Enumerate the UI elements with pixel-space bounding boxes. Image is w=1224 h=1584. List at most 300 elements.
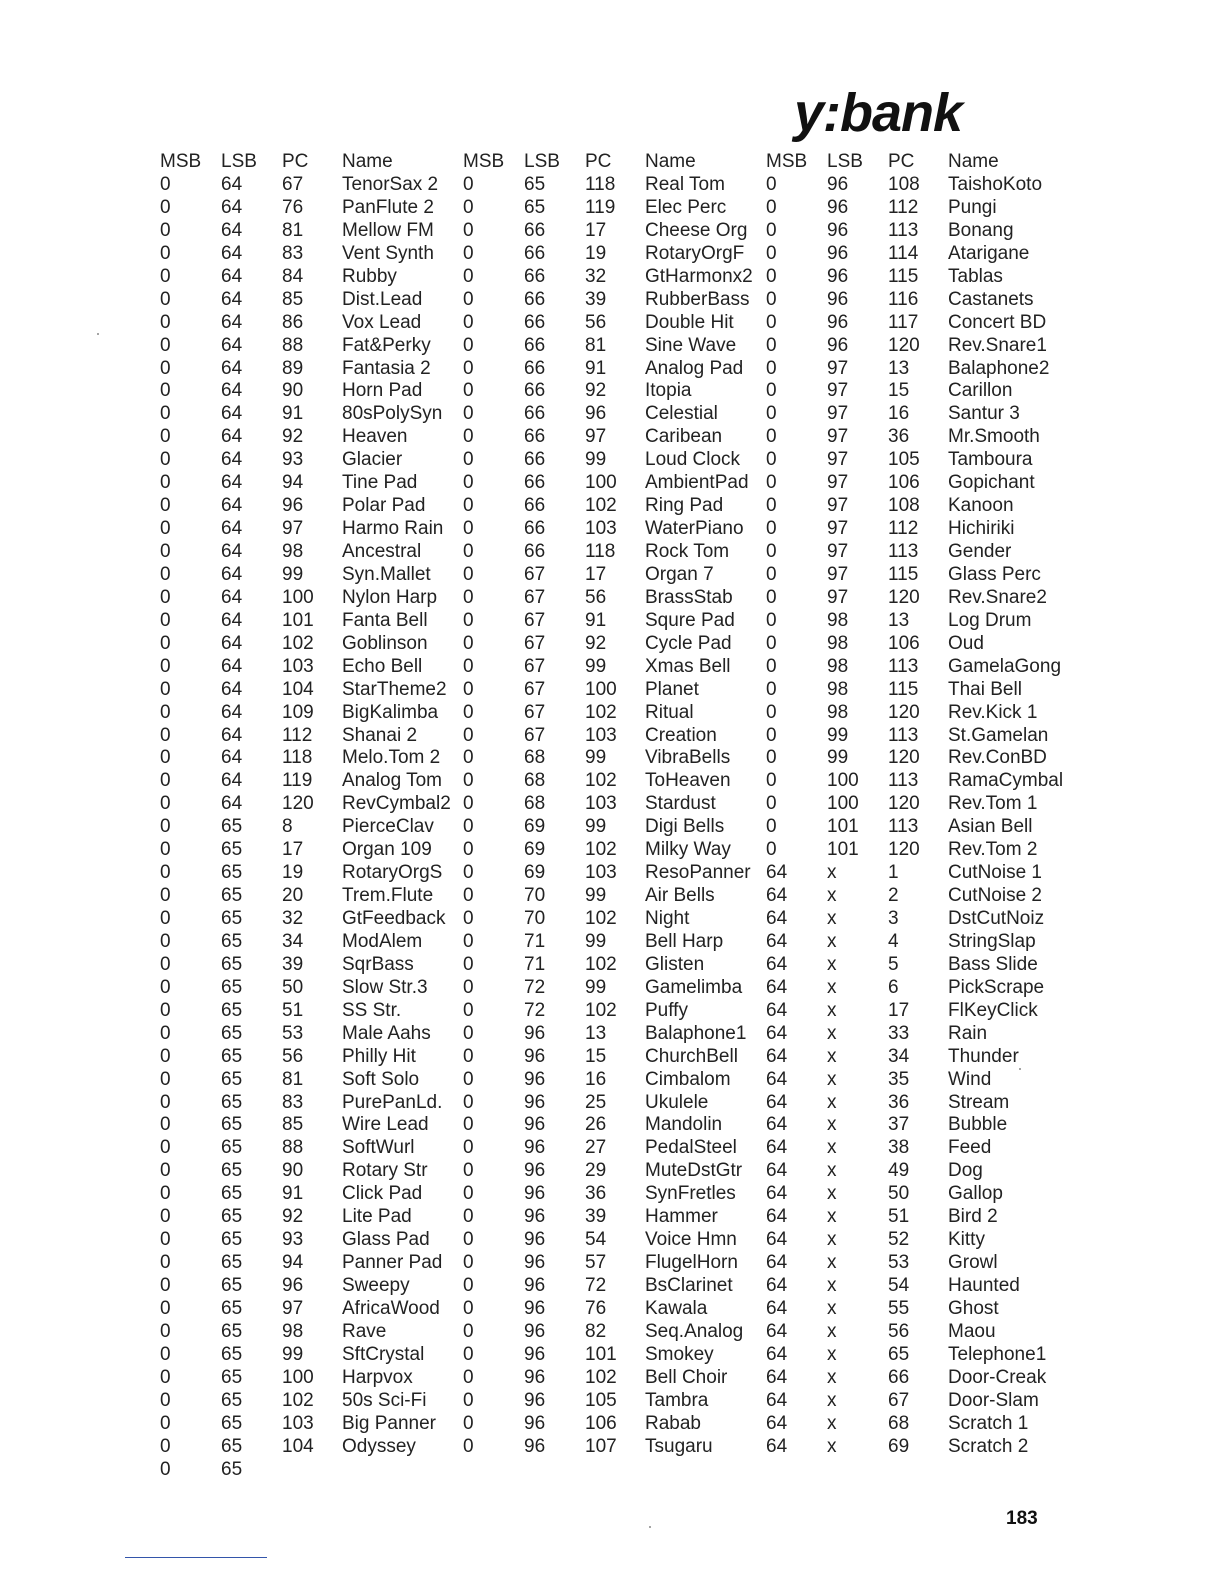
cell-name: CutNoise 2: [948, 885, 1042, 907]
cell-pc: 52: [888, 1229, 910, 1251]
cell-pc: 25: [585, 1091, 607, 1113]
cell-msb: 0: [766, 242, 777, 264]
cell-pc: 103: [585, 724, 617, 746]
cell-msb: 0: [463, 472, 474, 494]
cell-name: Rev.Tom 2: [948, 839, 1038, 861]
cell-pc: 15: [585, 1045, 607, 1067]
cell-name: Seq.Analog: [645, 1320, 744, 1342]
cell-msb: 0: [463, 288, 474, 310]
cell-lsb: 96: [524, 1252, 546, 1274]
cell-msb: 0: [766, 655, 777, 677]
cell-lsb: 65: [221, 1160, 243, 1182]
cell-name: Hichiriki: [948, 518, 1015, 540]
cell-msb: 0: [463, 609, 474, 631]
cell-name: BigKalimba: [342, 701, 439, 723]
cell-lsb: 72: [524, 976, 546, 998]
cell-lsb: 96: [524, 1435, 546, 1457]
cell-pc: 102: [282, 632, 314, 654]
cell-name: Balaphone1: [645, 1022, 747, 1044]
cell-pc: 66: [888, 1366, 910, 1388]
cell-msb: 0: [766, 495, 777, 517]
cell-lsb: 65: [221, 999, 243, 1021]
cell-lsb: 96: [524, 1275, 546, 1296]
cell-msb: 64: [766, 1366, 788, 1388]
cell-lsb: 67: [524, 655, 546, 677]
cell-msb: 0: [463, 655, 474, 677]
cell-name: Horn Pad: [342, 380, 423, 402]
cell-pc: 117: [888, 311, 919, 333]
cell-lsb: 96: [524, 1160, 546, 1182]
cell-msb: 0: [160, 816, 171, 838]
footer-rule: [125, 1557, 267, 1558]
cell-lsb: 65: [221, 1183, 243, 1205]
cell-msb: 0: [463, 1275, 474, 1296]
cell-lsb: x: [827, 976, 837, 998]
cell-lsb: 97: [827, 563, 849, 585]
cell-name: GamelaGong: [948, 655, 1062, 677]
cell-msb: 64: [766, 1320, 788, 1342]
cell-pc: 112: [888, 518, 919, 540]
cell-msb: 64: [766, 862, 788, 884]
cell-pc: 92: [585, 632, 607, 654]
cell-pc: 120: [282, 793, 314, 815]
cell-msb: 64: [766, 1389, 788, 1411]
cell-name: Night: [645, 908, 690, 929]
cell-pc: 106: [888, 632, 920, 654]
cell-name: StarTheme2: [342, 678, 447, 700]
cell-msb: 0: [463, 678, 474, 700]
cell-lsb: 65: [221, 839, 243, 861]
cell-lsb: 64: [221, 472, 243, 494]
cell-name: RamaCymbal: [948, 770, 1064, 792]
cell-name: Kitty: [948, 1229, 985, 1251]
cell-lsb: 64: [221, 357, 243, 379]
cell-name: Caribean: [645, 426, 723, 448]
cell-pc: 91: [282, 1183, 304, 1205]
cell-name: Scratch 2: [948, 1435, 1029, 1457]
cell-msb: 0: [766, 403, 777, 425]
cell-pc: 51: [888, 1206, 910, 1228]
cell-pc: 98: [282, 1320, 304, 1342]
cell-pc: 99: [282, 563, 304, 585]
cell-name: FlKeyClick: [948, 999, 1038, 1021]
cell-name: SoftWurl: [342, 1137, 415, 1159]
cell-pc: 50: [888, 1183, 910, 1205]
cell-name: DstCutNoiz: [948, 908, 1045, 929]
cell-lsb: 96: [524, 1091, 546, 1113]
cell-pc: 108: [888, 174, 920, 195]
cell-name: Rev.ConBD: [948, 747, 1047, 769]
cell-lsb: 65: [221, 885, 243, 907]
cell-pc: 102: [282, 1389, 314, 1411]
cell-msb: 0: [160, 219, 171, 241]
cell-msb: 0: [160, 518, 171, 540]
cell-name: Tsugaru: [645, 1435, 713, 1457]
cell-msb: 64: [766, 908, 788, 929]
cell-msb: 0: [463, 908, 474, 929]
cell-lsb: 65: [221, 1022, 243, 1044]
cell-msb: 0: [160, 839, 171, 861]
cell-lsb: 64: [221, 724, 243, 746]
cell-lsb: x: [827, 1252, 837, 1274]
cell-msb: 0: [463, 449, 474, 471]
cell-pc: 103: [585, 518, 617, 540]
cell-msb: 0: [463, 1091, 474, 1113]
cell-msb: 0: [766, 839, 777, 861]
cell-name: Slow Str.3: [342, 976, 428, 998]
cell-msb: 64: [766, 1343, 788, 1365]
cell-pc: 36: [888, 1091, 910, 1113]
cell-lsb: 98: [827, 632, 849, 654]
cell-name: Bonang: [948, 219, 1014, 241]
cell-pc: 112: [888, 196, 919, 218]
cell-name: Melo.Tom 2: [342, 747, 441, 769]
cell-lsb: x: [827, 1137, 837, 1159]
cell-name: Thunder: [948, 1045, 1019, 1067]
cell-pc: 102: [585, 999, 617, 1021]
cell-msb: 0: [160, 1366, 171, 1388]
cell-name: Rev.Snare2: [948, 586, 1047, 608]
block-2-msb-column: [463, 150, 504, 1459]
cell-msb: 0: [160, 1252, 171, 1274]
cell-msb: 0: [766, 541, 777, 562]
cell-name: Heaven: [342, 426, 408, 448]
cell-msb: 0: [160, 1160, 171, 1182]
cell-msb: 0: [160, 793, 171, 815]
block-1-pc-values: [282, 174, 314, 1459]
cell-name: Stardust: [645, 793, 716, 815]
cell-pc: 17: [585, 563, 607, 585]
cell-name: GtFeedback: [342, 908, 446, 929]
cell-lsb: 67: [524, 632, 546, 654]
cell-pc: 113: [888, 724, 919, 746]
cell-msb: 64: [766, 1229, 788, 1251]
cell-msb: 64: [766, 953, 788, 975]
cell-msb: 0: [160, 495, 171, 517]
cell-name: Harmo Rain: [342, 518, 444, 540]
cell-name: WaterPiano: [645, 518, 744, 540]
cell-msb: 0: [463, 563, 474, 585]
cell-pc: 90: [282, 1160, 304, 1182]
cell-msb: 0: [463, 518, 474, 540]
cell-name: Oud: [948, 632, 984, 654]
cell-pc: 105: [585, 1389, 617, 1411]
cell-pc: 86: [282, 311, 304, 333]
cell-lsb: x: [827, 1183, 837, 1205]
cell-msb: 0: [160, 1114, 171, 1136]
cell-msb: 0: [160, 1183, 171, 1205]
cell-name: Bird 2: [948, 1206, 998, 1228]
cell-lsb: 65: [221, 1458, 243, 1480]
cell-name: Rubby: [342, 265, 397, 287]
cell-pc: 88: [282, 334, 304, 356]
header-msb: MSB: [160, 151, 202, 172]
cell-lsb: 65: [524, 174, 546, 195]
cell-lsb: 64: [221, 196, 243, 218]
cell-lsb: 67: [524, 724, 546, 746]
cell-lsb: 96: [524, 1297, 546, 1319]
cell-pc: 114: [888, 242, 919, 264]
cell-msb: 0: [463, 793, 474, 815]
cell-pc: 72: [585, 1275, 607, 1296]
cell-pc: 119: [282, 770, 313, 792]
cell-pc: 102: [585, 953, 617, 975]
cell-name: Odyssey: [342, 1435, 416, 1457]
cell-name: Trem.Flute: [342, 885, 434, 907]
cell-msb: 0: [160, 380, 171, 402]
cell-name: Wire Lead: [342, 1114, 429, 1136]
cell-name: Echo Bell: [342, 655, 423, 677]
cell-pc: 29: [585, 1160, 607, 1182]
cell-lsb: 65: [221, 816, 243, 838]
cell-pc: 76: [585, 1297, 607, 1319]
cell-name: VibraBells: [645, 747, 731, 769]
cell-lsb: 65: [221, 930, 243, 952]
cell-msb: 0: [160, 426, 171, 448]
cell-lsb: 101: [827, 816, 859, 838]
cell-name: Atarigane: [948, 242, 1030, 264]
cell-pc: 120: [888, 334, 920, 356]
cell-name: Pungi: [948, 196, 997, 218]
cell-lsb: 64: [221, 655, 243, 677]
cell-name: Gallop: [948, 1183, 1003, 1205]
cell-pc: 39: [585, 288, 607, 310]
cell-pc: 32: [282, 908, 304, 929]
cell-msb: 0: [463, 1137, 474, 1159]
cell-name: ResoPanner: [645, 862, 751, 884]
cell-msb: 0: [463, 701, 474, 723]
cell-msb: 0: [463, 265, 474, 287]
cell-msb: 0: [160, 1320, 171, 1342]
cell-name: Vox Lead: [342, 311, 422, 333]
cell-pc: 81: [282, 219, 304, 241]
cell-msb: 0: [160, 678, 171, 700]
cell-pc: 54: [585, 1229, 607, 1251]
cell-pc: 118: [585, 174, 616, 195]
cell-lsb: 96: [827, 219, 849, 241]
cell-name: Rain: [948, 1022, 988, 1044]
cell-name: SqrBass: [342, 953, 414, 975]
cell-lsb: 66: [524, 426, 546, 448]
cell-msb: 0: [463, 1366, 474, 1388]
cell-lsb: x: [827, 1412, 837, 1434]
cell-lsb: x: [827, 1275, 837, 1296]
cell-msb: 0: [160, 288, 171, 310]
cell-pc: 96: [282, 1275, 304, 1296]
cell-lsb: 67: [524, 609, 546, 631]
cell-lsb: 97: [827, 357, 849, 379]
cell-msb: 0: [463, 1297, 474, 1319]
cell-lsb: 66: [524, 288, 546, 310]
cell-pc: 120: [888, 701, 920, 723]
cell-pc: 81: [282, 1068, 304, 1090]
cell-pc: 102: [585, 770, 617, 792]
cell-msb: 0: [463, 632, 474, 654]
cell-pc: 101: [585, 1343, 617, 1365]
cell-name: PurePanLd.: [342, 1091, 443, 1113]
cell-msb: 0: [766, 563, 777, 585]
cell-pc: 96: [282, 495, 304, 517]
cell-pc: 51: [282, 999, 304, 1021]
cell-name: Squre Pad: [645, 609, 735, 631]
cell-lsb: x: [827, 1435, 837, 1457]
block-1-msb-column: [160, 150, 201, 1481]
cell-msb: 64: [766, 1068, 788, 1090]
cell-lsb: 64: [221, 265, 243, 287]
cell-lsb: 64: [221, 586, 243, 608]
header-name: Name: [948, 151, 999, 172]
cell-lsb: x: [827, 1160, 837, 1182]
cell-lsb: 65: [221, 1091, 243, 1113]
cell-name: Gamelimba: [645, 976, 743, 998]
cell-lsb: 96: [524, 1229, 546, 1251]
cell-name: Glass Pad: [342, 1229, 430, 1251]
cell-name: AmbientPad: [645, 472, 749, 494]
cell-lsb: 70: [524, 908, 546, 929]
cell-pc: 115: [888, 265, 919, 287]
cell-name: Ring Pad: [645, 495, 724, 517]
cell-name: MuteDstGtr: [645, 1160, 743, 1182]
cell-lsb: 67: [524, 563, 546, 585]
cell-pc: 35: [888, 1068, 910, 1090]
cell-lsb: 64: [221, 609, 243, 631]
cell-name: Maou: [948, 1320, 996, 1342]
cell-name: SS Str.: [342, 999, 402, 1021]
cell-pc: 99: [585, 976, 607, 998]
cell-msb: 0: [766, 586, 777, 608]
cell-msb: 0: [463, 495, 474, 517]
cell-lsb: 65: [221, 1366, 243, 1388]
cell-lsb: 96: [827, 242, 849, 264]
header-msb: MSB: [766, 151, 808, 172]
cell-pc: 116: [888, 288, 919, 310]
cell-name: Organ 109: [342, 839, 432, 861]
block-2-name-values: [645, 174, 753, 1459]
cell-pc: 113: [888, 219, 919, 241]
cell-pc: 100: [282, 1366, 314, 1388]
cell-lsb: 96: [524, 1114, 546, 1136]
cell-msb: 0: [160, 908, 171, 929]
cell-name: Click Pad: [342, 1183, 423, 1205]
block-3-name-values: [948, 174, 1063, 1459]
cell-msb: 64: [766, 1091, 788, 1113]
cell-name: Milky Way: [645, 839, 731, 861]
cell-pc: 53: [888, 1252, 910, 1274]
cell-pc: 102: [585, 839, 617, 861]
cell-lsb: 101: [827, 839, 859, 861]
cell-name: Ukulele: [645, 1091, 709, 1113]
cell-msb: 0: [160, 701, 171, 723]
cell-lsb: 97: [827, 495, 849, 517]
cell-pc: 106: [888, 472, 920, 494]
cell-lsb: 96: [827, 311, 849, 333]
cell-name: Ritual: [645, 701, 694, 723]
cell-lsb: 97: [827, 586, 849, 608]
cell-pc: 99: [585, 885, 607, 907]
cell-lsb: 96: [524, 1022, 546, 1044]
cell-msb: 0: [766, 724, 777, 746]
cell-name: SftCrystal: [342, 1343, 425, 1365]
cell-pc: 50: [282, 976, 304, 998]
cell-name: Sweepy: [342, 1275, 410, 1296]
cell-pc: 83: [282, 242, 304, 264]
block-1-name-column: [342, 150, 451, 1459]
cell-lsb: 64: [221, 701, 243, 723]
cell-name: Ancestral: [342, 541, 422, 562]
cell-lsb: 65: [221, 976, 243, 998]
cell-msb: 64: [766, 1275, 788, 1296]
cell-msb: 0: [766, 449, 777, 471]
cell-pc: 99: [585, 655, 607, 677]
cell-name: Kawala: [645, 1297, 708, 1319]
block-3-msb-column: [766, 150, 807, 1459]
cell-pc: 115: [888, 563, 919, 585]
cell-msb: 0: [463, 1229, 474, 1251]
cell-pc: 16: [585, 1068, 607, 1090]
cell-msb: 0: [463, 1114, 474, 1136]
cell-pc: 109: [282, 701, 314, 723]
cell-pc: 120: [888, 747, 920, 769]
cell-msb: 0: [766, 265, 777, 287]
block-1-lsb-values: [221, 174, 257, 1481]
cell-name: Air Bells: [645, 885, 715, 907]
cell-pc: 100: [585, 472, 617, 494]
cell-lsb: 67: [524, 678, 546, 700]
cell-lsb: 66: [524, 334, 546, 356]
cell-pc: 91: [282, 403, 304, 425]
cell-name: Fat&Perky: [342, 334, 431, 356]
cell-pc: 102: [585, 701, 617, 723]
cell-pc: 97: [585, 426, 607, 448]
cell-msb: 0: [766, 357, 777, 379]
cell-lsb: 65: [221, 1435, 243, 1457]
cell-lsb: 66: [524, 219, 546, 241]
cell-lsb: 96: [524, 1412, 546, 1434]
cell-name: SynFretles: [645, 1183, 736, 1205]
cell-pc: 94: [282, 1252, 304, 1274]
cell-name: Door-Creak: [948, 1366, 1047, 1388]
cell-msb: 0: [160, 999, 171, 1021]
cell-lsb: x: [827, 1114, 837, 1136]
cell-lsb: 96: [524, 1045, 546, 1067]
block-3-pc-values: [888, 174, 920, 1459]
cell-pc: 104: [282, 678, 314, 700]
cell-name: Balaphone2: [948, 357, 1050, 379]
cell-name: Rave: [342, 1320, 387, 1342]
cell-lsb: 97: [827, 403, 849, 425]
cell-pc: 101: [282, 609, 314, 631]
cell-pc: 115: [888, 678, 919, 700]
block-3-lsb-values: [827, 174, 863, 1459]
cell-name: Creation: [645, 724, 717, 746]
cell-lsb: 64: [221, 334, 243, 356]
cell-lsb: 64: [221, 174, 243, 195]
cell-pc: 108: [888, 495, 920, 517]
cell-lsb: 64: [221, 793, 243, 815]
header-lsb: LSB: [221, 151, 257, 172]
cell-pc: 3: [888, 908, 899, 929]
cell-pc: 103: [585, 793, 617, 815]
cell-name: Gender: [948, 541, 1012, 562]
cell-name: PanFlute 2: [342, 196, 434, 218]
cell-msb: 0: [766, 678, 777, 700]
cell-msb: 0: [766, 816, 777, 838]
cell-name: Rock Tom: [645, 541, 730, 562]
cell-lsb: 96: [524, 1343, 546, 1365]
cell-pc: 4: [888, 930, 899, 952]
cell-msb: 0: [160, 724, 171, 746]
cell-name: Haunted: [948, 1275, 1020, 1296]
